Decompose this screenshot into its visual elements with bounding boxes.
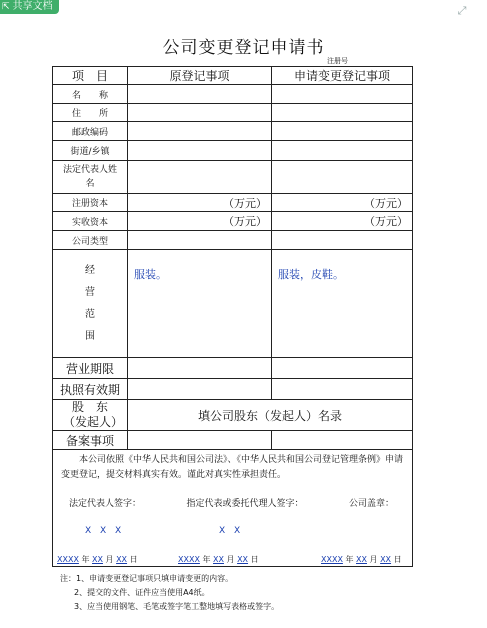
table-row — [53, 358, 413, 379]
cell-new-company-type[interactable] — [272, 231, 413, 250]
note-item: 3、应当使用钢笔、毛笔或签字笔工整地填写表格或签字。 — [74, 602, 280, 611]
cell-new-postcode[interactable] — [272, 122, 413, 141]
table-row — [53, 104, 413, 122]
cell-original-company-type[interactable] — [128, 231, 272, 250]
sign-seal-label: 公司盖章： — [348, 499, 394, 509]
declaration-cell — [53, 450, 413, 567]
row-label-license-validity: 执照有效期 — [53, 379, 128, 400]
note-item: 2、提交的文件、证件应当使用A4纸。 — [74, 588, 210, 597]
table-row — [53, 85, 413, 104]
cell-new-name[interactable] — [272, 85, 413, 104]
date-row — [53, 554, 412, 566]
cell-original-filing[interactable] — [128, 431, 272, 450]
share-icon: ⇱ — [2, 2, 10, 12]
cell-original-legal-rep[interactable] — [128, 161, 272, 194]
cell-original-name[interactable] — [128, 85, 272, 104]
row-label-filing: 备案事项 — [53, 431, 128, 450]
signature-labels — [53, 496, 412, 509]
row-label-legal-rep: 法定代表人姓名 — [53, 161, 128, 194]
cell-original-reg-capital[interactable]: （万元） — [128, 194, 272, 212]
cell-original-address[interactable] — [128, 104, 272, 122]
cell-new-filing[interactable] — [272, 431, 413, 450]
declaration-text: 本公司依照《中华人民共和国公司法》、《中华人民共和国公司登记管理条例》申请变更登记，提交材料真实有效。谨此对真实性承担责任。 — [61, 455, 404, 480]
table-row — [53, 141, 413, 161]
cell-original-street[interactable] — [128, 141, 272, 161]
page-title: 公司变更登记申请书 — [162, 38, 325, 58]
share-document-button[interactable] — [0, 0, 59, 14]
share-label: 共享文档 — [12, 1, 53, 12]
row-label-business-scope: 经 营 范 围 — [53, 250, 128, 358]
cell-shareholder-list[interactable]: 填公司股东（发起人）名录 — [128, 400, 413, 431]
application-form-table — [52, 66, 413, 567]
cell-original-paid-capital[interactable]: （万元） — [128, 212, 272, 231]
row-label-reg-capital: 注册资本 — [53, 194, 128, 212]
row-label-shareholder: 股 东（发起人） — [53, 400, 128, 431]
date-agent: XXXX 年 XX 月 XX 日 — [178, 555, 259, 564]
table-row — [53, 379, 413, 400]
table-row — [53, 212, 413, 231]
row-label-name: 名 称 — [53, 85, 128, 104]
table-row — [53, 431, 413, 450]
cell-new-paid-capital[interactable]: （万元） — [272, 212, 413, 231]
sign-legal-label: 法定代表人签字： — [69, 499, 142, 509]
row-label-address: 住 所 — [53, 104, 128, 122]
cell-new-business-scope[interactable]: 服装，皮鞋。 — [272, 250, 413, 358]
header-new: 申请变更登记事项 — [272, 67, 413, 85]
expand-icon[interactable]: ⤢ — [457, 4, 467, 17]
signature-placeholders — [53, 526, 412, 540]
table-header-row — [53, 67, 413, 85]
sign-agent-label: 指定代表或委托代理人签字： — [186, 499, 304, 509]
row-label-business-term: 营业期限 — [53, 358, 128, 379]
declaration-row — [53, 450, 413, 567]
table-row — [53, 194, 413, 212]
header-item: 项 目 — [53, 67, 128, 85]
cell-new-street[interactable] — [272, 141, 413, 161]
row-label-street: 街道/乡镇 — [53, 141, 128, 161]
row-label-paid-capital: 实收资本 — [53, 212, 128, 231]
table-row — [53, 161, 413, 194]
cell-new-reg-capital[interactable]: （万元） — [272, 194, 413, 212]
table-row — [53, 122, 413, 141]
cell-new-legal-rep[interactable] — [272, 161, 413, 194]
agent-signature-placeholder[interactable]: X X — [219, 526, 244, 536]
cell-original-postcode[interactable] — [128, 122, 272, 141]
cell-original-business-scope[interactable]: 服装。 — [128, 250, 272, 358]
reg-no-label: 注册号 — [327, 57, 348, 65]
cell-original-license-validity[interactable] — [128, 379, 272, 400]
cell-original-business-term[interactable] — [128, 358, 272, 379]
notes-section — [60, 572, 279, 614]
note-item: 注：1、申请变更登记事项只填申请变更的内容。 — [60, 574, 234, 583]
cell-new-license-validity[interactable] — [272, 379, 413, 400]
row-label-postcode: 邮政编码 — [53, 122, 128, 141]
table-row — [53, 250, 413, 358]
table-row — [53, 400, 413, 431]
date-legal: XXXX 年 XX 月 XX 日 — [57, 555, 138, 564]
cell-new-address[interactable] — [272, 104, 413, 122]
row-label-company-type: 公司类型 — [53, 231, 128, 250]
cell-new-business-term[interactable] — [272, 358, 413, 379]
legal-signature-placeholder[interactable]: X X X — [85, 526, 125, 536]
table-row — [53, 231, 413, 250]
header-original: 原登记事项 — [128, 67, 272, 85]
date-seal: XXXX 年 XX 月 XX 日 — [321, 555, 402, 564]
